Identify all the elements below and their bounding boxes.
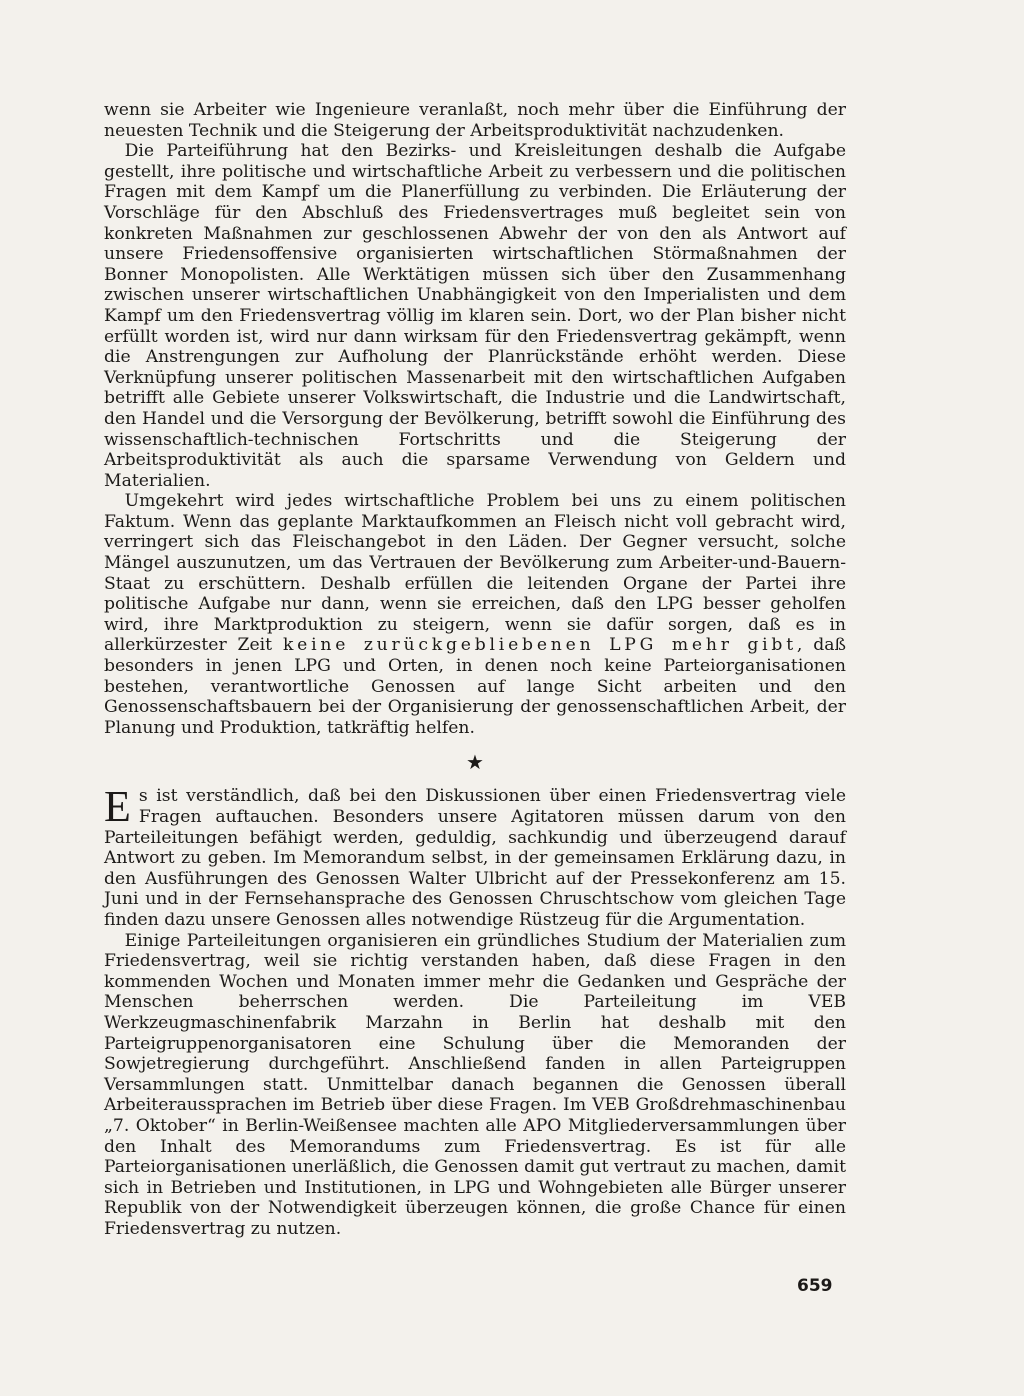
drop-cap-letter: E <box>104 782 131 832</box>
paragraph-text-before-emphasis: Umgekehrt wird jedes wirtschaftliche Problem bei uns zu einem politischen Faktum. Wenn das geplante Marktaufkommen an Fleisch nicht voll gebracht wird, verringert sich das Fleischangebot in den Läden. Der Gegner versucht, solche Mängel auszunutzen, um das Vertrauen der Bevölkerung zum Arbeiter-und-Bauern-Staat zu erschüttern. Deshalb erfüllen die leitenden Organe der Partei ihre politische Aufgabe nur dann, wenn sie erreichen, daß den LPG besser geholfen wird, ihre Marktproduktion zu steigern, wenn sie dafür sorgen, daß es in allerkürzester Zeit <box>104 491 846 656</box>
paragraph-continuation: wenn sie Arbeiter wie Ingenieure veranlaßt, noch mehr über die Einführung der neuesten Technik und die Steigerung der Arbeitsproduktivität nachzudenken. <box>104 100 846 141</box>
section-first-paragraph <box>104 782 846 930</box>
page-text-column <box>104 100 846 1239</box>
paragraph-economic-problem <box>104 491 846 738</box>
paragraph-text-after-emphasis: , daß besonders in jenen LPG und Orten, in denen noch keine Parteiorganisationen bestehen, verantwortliche Genossen auf lange Sicht arbeiten und den Genossenschaftsbauern bei der Organisierung der genossenschaftlichen Arbeit, der Planung und Produktion, tatkräftig helfen. <box>104 635 846 738</box>
emphasized-phrase: keine zurückgebliebenen LPG mehr gibt <box>282 635 797 656</box>
page-number: 659 <box>797 1276 833 1296</box>
paragraph-party-leadership: Die Parteiführung hat den Bezirks- und Kreisleitungen deshalb die Aufgabe gestellt, ihre politische und wirtschaftliche Arbeit zu verbessern und die politischen Fragen mit dem Kampf um die Planerfüllung zu verbinden. Die Erläuterung der Vorschläge für den Abschluß des Friedensvertrages muß begleitet sein von konkreten Maßnahmen zur geschlossenen Abwehr der von den als Antwort auf unsere Friedensoffensive organisierten wirtschaftlichen Störmaßnahmen der Bonner Monopolisten. Alle Werktätigen müssen sich über den Zusammenhang zwischen unserer wirtschaftlichen Unabhängigkeit von den Imperialisten und dem Kampf um den Friedensvertrag völlig im klaren sein. Dort, wo der Plan bisher nicht erfüllt worden ist, wird nur dann wirksam für den Friedensvertrag gekämpft, wenn die Anstrengungen zur Aufholung der Planrückstände erhöht werden. Diese Verknüpfung unserer politischen Massenarbeit mit den wirtschaftlichen Aufgaben betrifft alle Gebiete unserer Volkswirtschaft, die Industrie und die Landwirtschaft, den Handel und die Versorgung der Bevölkerung, betrifft sowohl die Einführung des wissenschaftlich-technischen Fortschritts und die Steigerung der Arbeitsproduktivität als auch die sparsame Verwendung von Geldern und Materialien. <box>104 141 846 491</box>
star-separator-icon: ★ <box>466 750 484 775</box>
paragraph-study-materials: Einige Parteileitungen organisieren ein gründliches Studium der Materialien zum Friedensvertrag, weil sie richtig verstanden haben, daß diese Fragen in den kommenden Wochen und Monaten immer mehr die Gedanken und Gespräche der Menschen beherrschen werden. Die Parteileitung im VEB Werkzeugmaschinenfabrik Marzahn in Berlin hat deshalb mit den Parteigruppenorganisatoren eine Schulung über die Memoranden der Sowjetregierung durchgeführt. Anschließend fanden in allen Parteigruppen Versammlungen statt. Unmittelbar danach begannen die Genossen überall Arbeiteraussprachen im Betrieb über diese Fragen. Im VEB Großdrehmaschinenbau „7. Oktober“ in Berlin-Weißensee machten alle APO Mitgliederversammlungen über den Inhalt des Memorandums zum Friedensvertrag. Es ist für alle Parteiorganisationen unerläßlich, die Genossen damit gut vertraut zu machen, damit sich in Betrieben und Institutionen, in LPG und Wohngebieten alle Bürger unserer Republik von der Notwendigkeit überzeugen können, die große Chance für einen Friedensvertrag zu nutzen. <box>104 930 846 1239</box>
section-first-paragraph-text: s ist verständlich, daß bei den Diskussionen über einen Friedensvertrag viele Fragen auftauchen. Besonders unsere Agitatoren müssen darum von den Parteileitungen befähigt werden, geduldig, sachkundig und überzeugend darauf Antwort zu geben. Im Memorandum selbst, in der gemeinsamen Erklärung dazu, in den Ausführungen des Genossen Walter Ulbricht auf der Pressekonferenz am 15. Juni und in der Fernsehansprache des Genossen Chruschtschow vom gleichen Tage finden dazu unsere Genossen alles notwendige Rüstzeug für die Argumentation. <box>104 786 846 930</box>
